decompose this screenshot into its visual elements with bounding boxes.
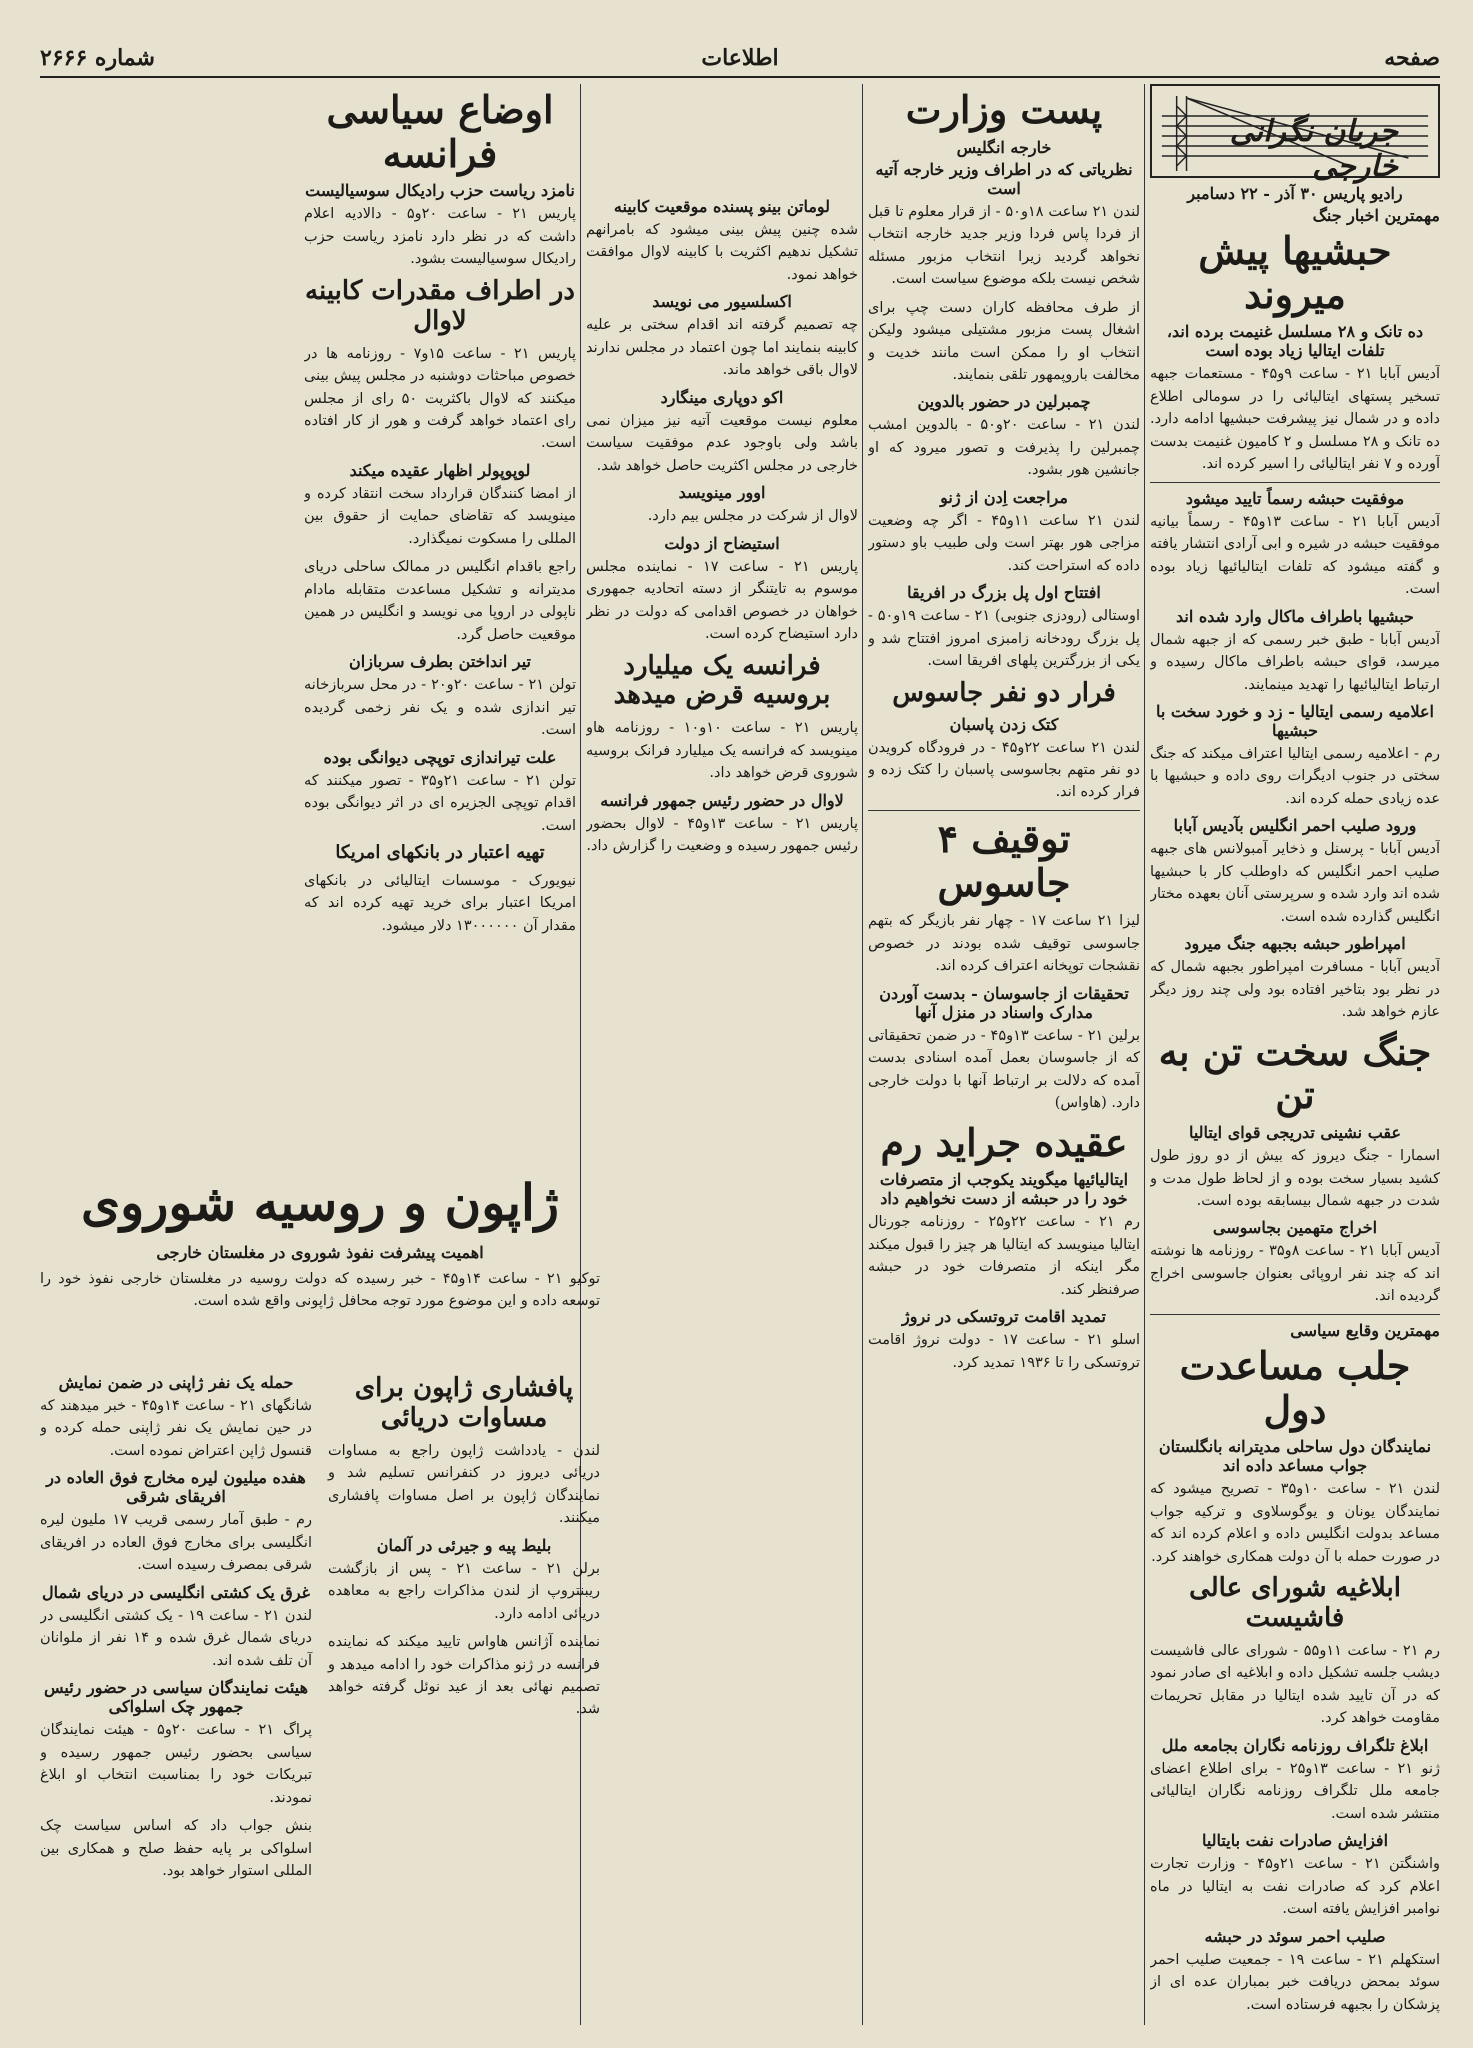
article-text: آدیس آبابا ۲۱ - ساعت ۸و۳۵ - روزنامه ها نوشته اند که چند نفر اروپائی بعنوان جاسوسی اخراج گردیده اند. — [1150, 1243, 1440, 1305]
headline: جنگ سخت تن به تن — [1158, 1028, 1432, 1118]
headline: حبشیها پیش میروند — [1198, 228, 1392, 317]
article-heading: امپراطور حبشه بجبهه جنگ میرود — [1184, 934, 1406, 954]
subheadline: اهمیت پیشرفت نفوذ شوروی در مغلستان خارجی — [156, 1243, 484, 1262]
headline: پافشاری ژاپون برای مساوات دریائی — [354, 1373, 574, 1433]
subheadline: خارجه انگلیس — [956, 137, 1052, 157]
article-text: رم ۲۱ - ساعت ۱۱و۵۵ - شورای عالی فاشیست دیشب جلسه تشکیل داده و ابلاغیه ای صادر نمود که در آن تایید شده ایتالیا در مقابل تحریمات مقاومت خواهد کرد. — [1150, 1642, 1440, 1727]
article-text: واشنگتن ۲۱ - ساعت ۲۱و۴۵ - وزارت تجارت اعلام کرد که صادرات نفت به ایتالیا در ماه نوامبر افزایش یافته است. — [1150, 1856, 1440, 1918]
article-heading: بلیط پیه و جیرئی در آلمان — [376, 1535, 552, 1555]
article-text: شده چنین پیش بینی میشود که بامرانهم تشکیل ندهیم اکثریت با کابینه لاوال موافقت خواهد نمود. — [586, 222, 858, 283]
page-header — [40, 40, 1440, 78]
section-title: مهمترین وقایع سیاسی — [1290, 1320, 1440, 1340]
article-text: پراگ ۲۱ - ساعت ۲۰و۵ - هیئت نمایندگان سیاسی بحضور رئیس جمهور رسیده و تبریکات خود را بمناسبت انتخاب او ابلاغ نمودند. — [40, 1722, 312, 1806]
subheadline: کتک زدن پاسبان — [949, 714, 1059, 734]
article-text: اسلو ۲۱ - ساعت ۱۷ - دولت نروژ اقامت تروتسکی را تا ۱۹۳۶ تمدید کرد. — [868, 1332, 1140, 1371]
headline: عقیده جراید رم — [880, 1119, 1128, 1165]
divider — [1150, 482, 1440, 483]
subheadline: نامزد ریاست حزب رادیکال سوسیالیست — [305, 181, 575, 201]
subheadline: نظریاتی که در اطراف وزیر خارجه آتیه است — [875, 159, 1133, 198]
section-title: مهمترین اخبار جنگ — [1312, 206, 1440, 225]
article-text: از امضا کنندگان قرارداد سخت انتقاد کرده و مینویسد که تقاضای حمایت از حقوق بین المللی را مسکوت نمیگذارد. — [304, 485, 576, 547]
article-heading: اخراج متهمین بجاسوسی — [1212, 1218, 1378, 1238]
newspaper-page — [40, 40, 1440, 2025]
article-text: آدیس آبابا - مسافرت امپراطور بجبهه شمال که در نظر بود بتاخیر افتاده بود ولی چند روز دیگر عازم خواهد شد. — [1150, 959, 1440, 1021]
article-heading: حمله یک نفر ژاپنی در ضمن نمایش — [58, 1373, 294, 1392]
headline: در اطراف مقدرات کابینه لاوال — [305, 275, 575, 336]
article-text: اوستالی (رودزی جنوبی) ۲۱ - ساعت ۱۹و۵۰ - پل بزرگ رودخانه زامبزی امروز افتتاح شد و یکی از بزرگترین پلهای افریقا است. — [868, 608, 1140, 670]
article-heading: لوماتن بینو پسنده موقعیت کابینه — [613, 197, 831, 216]
article-text: برلین ۲۱ - ساعت ۱۳و۴۵ - در ضمن تحقیقاتی که از جاسوسان بعمل آمده اسنادی بدست آمده که دلالت بر ارتباط آنها با دولت خارجی دارد. (هاواس) — [868, 1027, 1140, 1112]
headline: جلب مساعدت دول — [1179, 1342, 1411, 1432]
section-logo — [1150, 84, 1440, 184]
article-heading: هیئت نمایندگان سیاسی در حضور رئیس جمهور چک اسلواکی — [43, 1678, 309, 1717]
article-text: آدیس آبابا - پرسنل و ذخایر آمبولانس های جبهه صلیب احمر انگلیس که داوطلب کار با حبشیها شده اند وارد شده و سرپرستی آنان بعهده مختار انگلیس گذارده شده است. — [1150, 841, 1440, 925]
article-heading: تیر انداختن بطرف سربازان — [349, 652, 531, 672]
subheadline: عقب نشینی تدریجی قوای ایتالیا — [1188, 1123, 1402, 1143]
article-heading: هفده میلیون لیره مخارج فوق العاده در افریقای شرقی — [46, 1468, 306, 1507]
article-text: تولن ۲۱ - ساعت ۲۱و۳۵ - تصور میکنند که اقدام توپچی الجزیره ای در اثر دیوانگی بوده است. — [304, 772, 576, 834]
article-text: آدیس آبابا - طبق خبر رسمی که از جبهه شمال میرسد، قوای حبشه باطراف ماکال رسیده و ارتباط ایتالیائیها را تهدید مینمایند. — [1150, 631, 1440, 693]
article-text: لاوال از شرکت در مجلس بیم دارد. — [647, 508, 858, 525]
headline: توقیف ۴ جاسوس — [937, 815, 1071, 905]
article-text: رم - طبق آمار رسمی قریب ۱۷ ملیون لیره انگلیسی برای مخارج فوق العاده در افریقای شرقی بمصرف رسیده است. — [40, 1512, 312, 1574]
article-heading: لوپوپولر اظهار عقیده میکند — [349, 460, 531, 480]
article-heading: اوور مینویسد — [678, 483, 766, 503]
headline: پست وزارت — [905, 87, 1103, 132]
article-heading: اکو دوپاری مینگارد — [660, 387, 784, 407]
article-text: تولن ۲۱ - ساعت ۲۰و۲۰ - در محل سربازخانه تیر اندازی شده و یک نفر زخمی گردیده است. — [304, 677, 576, 739]
headline: تهیه اعتبار در بانکهای امریکا — [335, 842, 545, 863]
article-text: لندن ۲۱ ساعت ۲۲و۴۵ - در فرودگاه کرویدن دو نفر متهم بجاسوسی پاسبان را کتک زده و فرار کرده اند. — [868, 739, 1140, 801]
divider — [868, 810, 1140, 811]
lower-col-right — [328, 1370, 600, 1727]
headline: فرار دو نفر جاسوس — [892, 677, 1116, 708]
article-heading: ورود صلیب احمر انگلیس بآدیس آبابا — [1173, 816, 1417, 836]
divider — [1150, 1314, 1440, 1315]
article-text: معلوم نیست موقعیت آتیه نیز میزان نمی باشد ولی باوجود عدم موفقیت سیاست خارجی در مجلس اکثریت حاصل خواهد شد. — [586, 412, 858, 474]
article-text: لندن - یادداشت ژاپون راجع به مساوات دریائی دیروز در کنفرانس تسلیم شد و نمایندگان ژاپون بر اصل مساوات پافشاری میکنند. — [328, 1442, 600, 1527]
headline: ژاپون و روسیه شوروی — [80, 1173, 560, 1232]
article-heading: ایتالیائیها میگویند یکوجب از متصرفات خود را در حبشه از دست نخواهیم داد — [879, 1170, 1129, 1209]
article-text: استکهلم ۲۱ - ساعت ۱۹ - جمعیت صلیب احمر سوئد بمحض دریافت خبر بمباران عده ای از پزشکان را بجبهه فرستاده است. — [1150, 1951, 1440, 2013]
article-heading: تحقیقات از جاسوسان - بدست آوردن مدارک واسناد در منزل آنها — [879, 983, 1129, 1022]
article-text: پاریس ۲۱ - ساعت ۱۳و۴۵ - لاوال بحضور رئیس جمهور رسیده و وضعیت را گزارش داد. — [586, 815, 858, 855]
subheadline: نمایندگان دول ساحلی مدیترانه بانگلستان جواب مساعد داده اند — [1158, 1437, 1432, 1476]
article-text: چه تصمیم گرفته اند اقدام سختی بر علیه کابینه بنمایند اما چون اعتماد در مجلس ندارند لاوال باقی خواهد ماند. — [586, 317, 858, 379]
article-heading: ابلاغ تلگراف روزنامه نگاران بجامعه ملل — [1161, 1735, 1429, 1755]
article-text: برلن ۲۱ - ساعت ۲۱ - پس از بازگشت ریبنتروپ از لندن مذاکرات راجع به معاهده دریائی ادامه دارد. — [328, 1560, 600, 1622]
section-logo-title: جریان نگرانی خارجی — [1229, 114, 1398, 184]
article-heading: اکسلسیور می نویسد — [652, 292, 792, 312]
article-text: راجع باقدام انگلیس در ممالک ساحلی دریای مدیترانه و تشکیل مساعدت متقابله مادام ناپولی در اروپا می نویسد و انگلیس در همین موقعیت حاصل گرد. — [304, 559, 576, 643]
article-text: آدیس آبابا ۲۱ - ساعت ۹و۴۵ - مستعمات جبهه تسخیر پستهای ایتالیائی را در سومالی اطلاع داده و در شمال نیز پیشرفت حبشیها ادامه دارد. ده تانک و ۲۸ مسلسل و ۲ کامیون غنیمت بدست آورده و ۷ نفر ایتالیائی را اسیر کرده اند. — [1150, 366, 1440, 473]
article-text: نیویورک - موسسات ایتالیائی در بانکهای امریکا اعتبار برای خرید تهیه کرده اند که مقدار آن ۱۳۰۰۰۰۰۰ دلار میشود. — [304, 872, 576, 934]
article-text: لندن ۲۱ - ساعت ۱۹ - یک کشتی انگلیسی در دریای شمال غرق شده و ۱۴ نفر از ملوانان آن تلف شده اند. — [40, 1607, 312, 1669]
issue-number: شماره ۲۶۶۶ — [40, 45, 155, 71]
article-text: لندن ۲۱ - ساعت ۱۰و۳۵ - تصریح میشود که نمایندگان یونان و یوگوسلاوی و ترکیه جواب مساعد بدولت انگلیس داده و اعلام کرده اند که در صورت حمله با آن دولت همکاری خواهند کرد. — [1150, 1481, 1440, 1565]
dateline: رادیو پاریس ۳۰ آذر - ۲۲ دسامبر — [1187, 184, 1403, 203]
article-text: آدیس آبابا ۲۱ - ساعت ۱۳و۴۵ - رسماً بیانیه موفقیت حبشه در شیره و ابی آرادی انتشار یافته و گفته میشود که تلفات ایتالیائیها زیاد بوده است. — [1150, 513, 1440, 598]
article-heading: صلیب احمر سوئد در حبشه — [1204, 1926, 1386, 1946]
article-text: رم - اعلامیه رسمی ایتالیا اعتراف میکند که جنگ سختی در جنوب ادیگرات روی داده و حبشیها با عده زیادی حمله کرده اند. — [1150, 746, 1440, 807]
article-text: ژنو ۲۱ - ساعت ۱۳و۲۵ - برای اطلاع اعضای جامعه ملل تلگراف روزنامه نگاران ایتالیائی منتشر شده است. — [1150, 1760, 1440, 1822]
article-heading: افزایش صادرات نفت بایتالیا — [1201, 1831, 1389, 1851]
article-text: پاریس ۲۱ - ساعت ۱۵و۷ - روزنامه ها در خصوص مباحثات دوشنبه در مجلس پیش بینی میکنند که لاوال باکثریت ۵۰ رای از مجلس رای اعتماد خواهد گرفت و هور از کار افتاده است. — [304, 345, 576, 452]
subheadline: ده تانک و ۲۸ مسلسل غنیمت برده اند، تلفات ایتالیا زیاد بوده است — [1166, 322, 1424, 361]
article-text: پاریس ۲۱ - ساعت ۲۰و۵ - دالادیه اعلام داشت که در نظر دارد نامزد ریاست حزب رادیکال سوسیالیست بشود. — [304, 206, 576, 268]
article-text: از طرف محافظه کاران دست چپ برای اشغال پست مزبور مشتیلی میشود ولیکن انتخاب او را ممکن است مانند خدیت و مخالفت باروپمهور تلقی بنمایند. — [868, 299, 1140, 383]
article-heading: غرق یک کشتی انگلیسی در دریای شمال — [41, 1582, 311, 1602]
lower-left-block — [40, 1170, 1176, 2025]
spacer — [586, 84, 858, 194]
article-heading: علت تیراندازی توپچی دیوانگی بوده — [323, 747, 557, 767]
article-text: توکیو ۲۱ - ساعت ۱۴و۴۵ - خبر رسیده که دولت روسیه در مغلستان خارجی نفوذ خود را توسعه داده و این موضوع مورد توجه محافل ژاپونی واقع شده است. — [40, 1271, 600, 1310]
article-text: لیزا ۲۱ ساعت ۱۷ - چهار نفر بازیگر که بتهم جاسوسی توقیف شده بودند در خصوص نقشجات توپخانه اعتراف کرده اند. — [868, 913, 1140, 975]
article-text: پاریس ۲۱ - ساعت ۱۰و۱۰ - روزنامه هاو مینویسد که فرانسه یک میلیارد فرانک بروسیه شوروی قرض خواهد داد. — [586, 720, 858, 782]
article-text: اسمارا - جنگ دیروز که بیش از دو روز طول کشید بسیار سخت بوده و از لحاظ طول مدت و شدت در جبهه شمال بیسابقه بوده است. — [1150, 1148, 1440, 1209]
headline: ابلاغیه شورای عالی فاشیست — [1189, 1573, 1401, 1634]
article-heading: تمدید اقامت تروتسکی در نروژ — [902, 1307, 1106, 1327]
article-heading: لاوال در حضور رئیس جمهور فرانسه — [600, 790, 844, 810]
article-heading: مراجعت اِدن از ژنو — [940, 487, 1068, 507]
article-text: لندن ۲۱ - ساعت ۲۰و۵۰ - بالدوین امشب چمبرلین را پذیرفت و تصور میرود که او جانشین هور بشود. — [868, 417, 1140, 479]
article-heading: اعلامیه رسمی ایتالیا - زد و خورد سخت با حبشیها — [1156, 702, 1434, 740]
article-text: رم ۲۱ - ساعت ۲۲و۲۵ - روزنامه جورنال ایتالیا مینویسد که ایتالیا هر چیز را قبول میکند مگر اینکه از متصرفات خود در حبشه صرفنظر کند. — [868, 1214, 1140, 1298]
page-label: صفحه — [1384, 45, 1440, 71]
article-text: لندن ۲۱ ساعت ۱۸و۵۰ - از قرار معلوم تا قبل از فردا پاس فردا وزیر جدید خارجه انتخاب نخواهد گردید زیرا انتخاب مزبور مسئله شخص نیست بلکه موضوع سیاست است. — [868, 203, 1140, 288]
headline: اوضاع سیاسی فرانسه — [326, 87, 554, 176]
article-heading: حبشیها باطراف ماکال وارد شده اند — [1176, 606, 1414, 626]
article-text: نماینده آژانس هاواس تایید میکند که نماینده فرانسه در ژنو مذاکرات خود را ادامه میدهد و تصمیم نهائی بعد از عید نوئل گرفته خواهد شد. — [328, 1634, 600, 1718]
article-text: پاریس ۲۱ - ساعت ۱۷ - نماینده مجلس موسوم به تایتنگر از دسته اتحادیه جمهوری خواهان در خصوص اقدامی که دولت در نظر دارد استیضاح کرده است. — [586, 558, 858, 643]
newspaper-name: اطلاعات — [701, 45, 779, 71]
article-text: بنش جواب داد که اساس سیاست چک اسلواکی بر پایه حفظ صلح و همکاری بین المللی استوار خواهد بود. — [40, 1818, 312, 1880]
article-text: لندن ۲۱ ساعت ۱۱و۴۵ - اگر چه وضعیت مزاجی هور بهتر است ولی طبیب باو دستور داده که استراحت کند. — [868, 512, 1140, 574]
article-heading: استیضاح از دولت — [664, 533, 780, 553]
headline: فرانسه یک میلیارد بروسیه قرض میدهد — [613, 650, 831, 711]
lower-col-left — [40, 1370, 312, 1889]
article-heading: افتتاح اول پل بزرگ در افریقا — [907, 583, 1101, 603]
column-foreign-news — [1150, 84, 1440, 2025]
article-heading: موفقیت حبشه رسماً تایید میشود — [1185, 488, 1405, 508]
article-text: شانگهای ۲۱ - ساعت ۱۴و۴۵ - خبر میدهند که در حین نمایش یک نفر ژاپنی حمله کرده و قنسول ژاپن اعتراض نموده است. — [40, 1398, 313, 1459]
article-heading: چمبرلین در حضور بالدوین — [917, 392, 1091, 412]
